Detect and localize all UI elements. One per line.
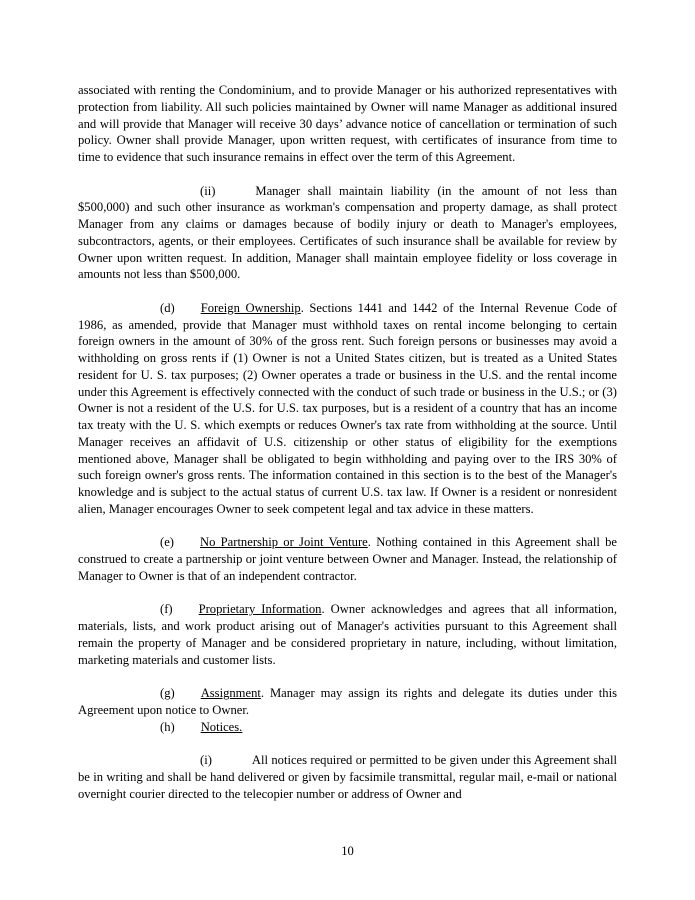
clause-e-no-partnership <box>78 534 617 584</box>
clause-marker: (h) <box>160 719 175 734</box>
page-number: 10 <box>341 844 354 858</box>
clause-h-notices <box>78 719 617 736</box>
clause-marker: (f) <box>160 602 173 617</box>
clause-heading: Foreign Ownership <box>200 300 301 315</box>
clause-ii-liability <box>78 183 617 284</box>
clause-text: Manager shall maintain liability (in the amount of not less than $500,000) and such other insurance as workman's compensation and property damage, as shall protect Manager from any claims or damages because of bodily injury or death to Manager's employees, subcontractors, agents, or their employees. Certificates of such insurance shall be available for review by Owner upon written request. In addition, Manager shall maintain employee fidelity or loss coverage in amounts not less than $500,000. <box>78 183 617 282</box>
clause-marker: (ii) <box>200 183 216 198</box>
clause-text: . Manager may assign its rights and delegate its duties under this Agreement upon notice to Owner. <box>78 686 617 717</box>
clause-marker: (i) <box>200 753 212 767</box>
clause-f-proprietary-information <box>78 601 617 668</box>
clause-heading: No Partnership or Joint Venture <box>199 535 368 550</box>
clause-h-i-notice-delivery <box>78 752 617 802</box>
clause-text: All notices required or permitted to be given under this Agreement shall be in writing and shall be hand delivered or given by facsimile transmittal, regular mail, e-mail or national overnight courier directed to the telecopier number or address of Owner and <box>78 753 617 801</box>
clause-marker: (g) <box>160 686 175 700</box>
document-page <box>78 82 617 802</box>
paragraph-insurance-continuation <box>78 82 617 166</box>
clause-heading: Assignment <box>200 686 261 700</box>
clause-heading: Proprietary Information <box>198 602 322 617</box>
clause-marker: (e) <box>160 535 174 550</box>
clause-g-assignment <box>78 685 617 719</box>
clause-text: . Nothing contained in this Agreement shall be construed to create a partnership or joint venture between Owner and Manager. Instead, the relationship of Manager to Owner is that of an independent contractor. <box>78 535 617 583</box>
clause-heading: Notices. <box>200 719 243 734</box>
clause-marker: (d) <box>160 300 175 315</box>
clause-text: . Sections 1441 and 1442 of the Internal Revenue Code of 1986, as amended, provide that Manager must withhold taxes on rental income belonging to certain foreign owners in the amount of 30% of the gross rent. Such foreign persons or businesses may avoid a withholding on gross rents if (1) Owner is not a United States citizen, but is treated as a United States resident for U. S. tax purposes; (2) Owner operates a trade or business in the U.S. and the rental income under this Agreement is effectively connected with the conduct of such trade or business in the U.S.; or (3) Owner is not a resident of the U.S. for U.S. tax purposes, but is a resident of a country that has an income tax treaty with the U. S. which exempts or reduces Owner's tax rate from withholding at the source. Until Manager receives an affidavit of U.S. citizenship or other status of eligibility for the exemptions mentioned above, Manager shall be obligated to begin withholding and paying over to the IRS 30% of such foreign owner's gross rents. The information contained in this section is to the best of the Manager's knowledge and is subject to the actual status of current U.S. tax law. If Owner is a resident or nonresident alien, Manager encourages Owner to seek competent legal and tax advice in these matters. <box>78 300 617 516</box>
paragraph-text: associated with renting the Condominium, and to provide Manager or his authorized representatives with protection from liability. All such policies maintained by Owner will name Manager as additional insured and will provide that Manager will receive 30 days’ advance notice of cancellation or termination of such policy. Owner shall provide Manager, upon written request, with certificates of insurance from time to time to evidence that such insurance remains in effect over the term of this Agreement. <box>78 83 617 164</box>
clause-d-foreign-ownership <box>78 300 617 518</box>
clause-text: . Owner acknowledges and agrees that all information, materials, lists, and work product arising out of Manager's activities pursuant to this Agreement shall remain the property of Manager and be considered proprietary in nature, including, without limitation, marketing materials and customer lists. <box>78 602 617 667</box>
